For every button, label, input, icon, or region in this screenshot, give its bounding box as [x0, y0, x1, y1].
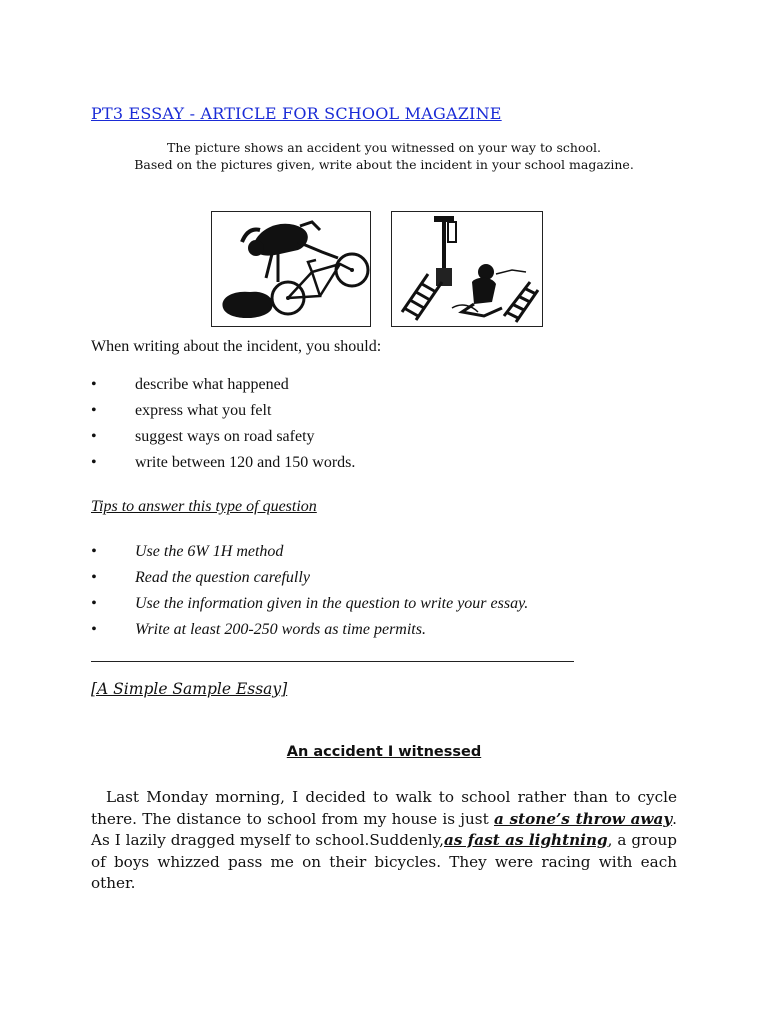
requirements-list [91, 372, 355, 476]
list-item: • Write at least 200-250 words as time permits. [91, 617, 528, 643]
document-title: PT3 ESSAY - ARTICLE FOR SCHOOL MAGAZINE [91, 104, 502, 123]
list-item: • suggest ways on road safety [91, 424, 355, 450]
tips-heading: Tips to answer this type of question [91, 498, 317, 515]
bullet-icon: • [91, 454, 97, 471]
bullet-icon: • [91, 621, 97, 638]
list-item: • Use the 6W 1H method [91, 539, 528, 565]
idiom-highlight: a stone’s throw away [493, 809, 673, 828]
instruction-line-1: The picture shows an accident you witnessed on your way to school. [167, 140, 601, 155]
requirements-lead: When writing about the incident, you should: [91, 338, 382, 355]
bullet-icon: • [91, 569, 97, 586]
essay-text: . As I lazily dragged myself to school.Suddenly, [91, 809, 677, 849]
boy-fallen-illustration [391, 211, 543, 327]
tips-list [91, 539, 528, 643]
bullet-icon: • [91, 402, 97, 419]
list-item: • Read the question carefully [91, 565, 528, 591]
essay-paragraph [91, 787, 677, 895]
idiom-highlight: as fast as lightning [443, 831, 608, 849]
bullet-icon: • [91, 428, 97, 445]
bullet-icon: • [91, 595, 97, 612]
bullet-icon: • [91, 376, 97, 393]
cyclist-falling-illustration [211, 211, 371, 327]
instruction-line-2: Based on the pictures given, write about the incident in your school magazine. [134, 157, 634, 172]
instructions [80, 139, 688, 173]
sample-essay-label: [A Simple Sample Essay] [91, 680, 288, 698]
list-item: • express what you felt [91, 398, 355, 424]
list-item: • Use the information given in the question to write your essay. [91, 591, 528, 617]
bullet-icon: • [91, 543, 97, 560]
list-item: • describe what happened [91, 372, 355, 398]
essay-title: An accident I witnessed [286, 744, 482, 760]
essay-text: Last Monday morning, I decided to walk to school rather than to cycle there. The distance to school from my house is just [91, 788, 677, 828]
essay-text: , a group of boys whizzed pass me on their bicycles. They were racing with each other. [91, 831, 677, 892]
divider [91, 661, 574, 662]
list-item: • write between 120 and 150 words. [91, 450, 355, 476]
